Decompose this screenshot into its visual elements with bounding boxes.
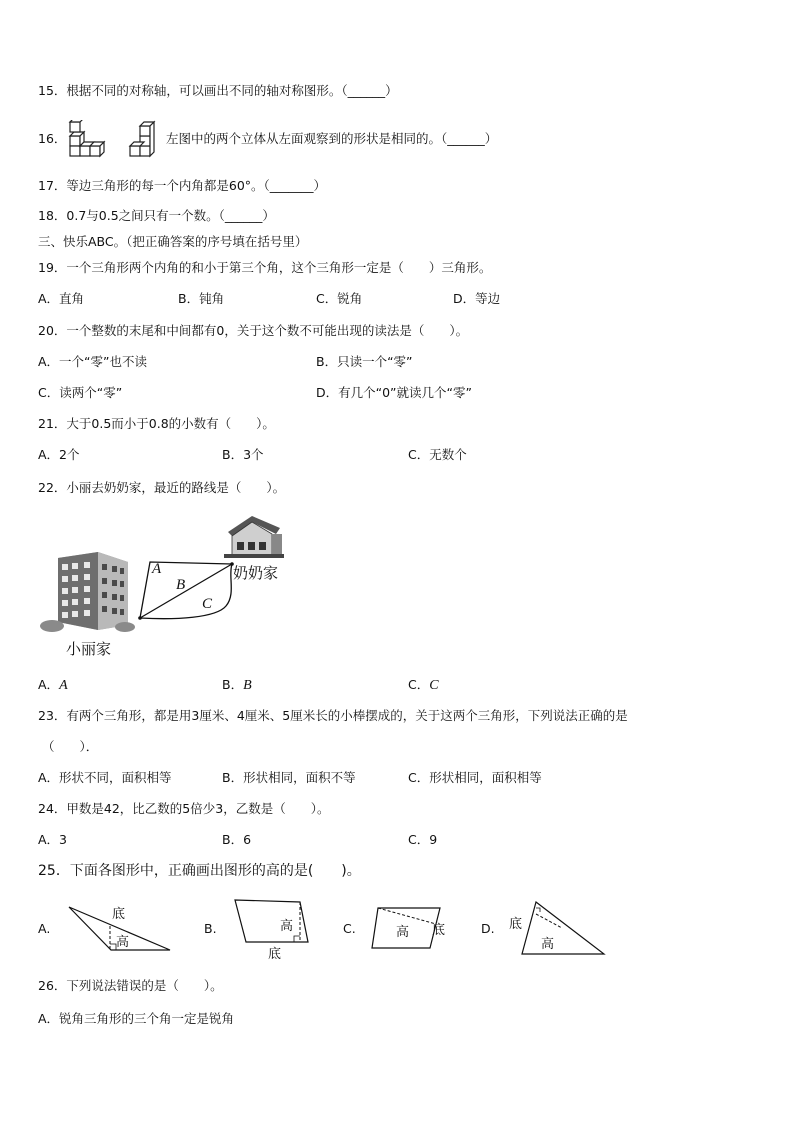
q23-option-b[interactable]: B．形状相同，面积不等 (222, 770, 356, 785)
q25-d-height-label: 高 (541, 937, 555, 952)
q22-option-b[interactable]: B．B (222, 677, 252, 693)
cube-figure-left-icon (68, 120, 110, 158)
q23-option-c[interactable]: C．形状相同，面积相等 (408, 770, 542, 785)
grandma-house-label: 奶奶家 (233, 564, 279, 582)
q25-figure-b (232, 898, 312, 948)
route-a-label: A (152, 561, 162, 577)
question-23: 23．有两个三角形，都是用3厘米、4厘米、5厘米长的小棒摆成的，关于这两个三角形，下列说法正确的是 (38, 708, 628, 723)
q25-a-height-label: 高 (116, 935, 130, 950)
q22-option-c[interactable]: C．C (408, 677, 439, 693)
q21-option-c[interactable]: C．无数个 (408, 447, 467, 462)
question-19: 19．一个三角形两个内角的和小于第三个角，这个三角形一定是（ ）三角形。 (38, 260, 492, 275)
q25-b-height-label: 高 (280, 919, 294, 934)
q25-figure-d (518, 898, 608, 956)
q25-b-base-label: 底 (268, 947, 282, 962)
q22-option-a[interactable]: A．A (38, 677, 68, 693)
q25-option-b[interactable]: B. (204, 921, 217, 936)
question-23-blank: （ ）． (42, 739, 99, 754)
question-17: 17．等边三角形的每一个内角都是60°。（_______） (38, 178, 327, 193)
apartment-building-icon (40, 550, 135, 635)
q19-option-d[interactable]: D．等边 (453, 291, 501, 306)
q25-option-a[interactable]: A. (38, 921, 51, 936)
question-16: 左图中的两个立体从左面观察到的形状是相同的。（______） (166, 131, 498, 146)
q20-option-c[interactable]: C．读两个“零” (38, 385, 123, 400)
question-25: 25．下面各图形中，正确画出图形的高的是( )。 (38, 863, 361, 879)
q25-d-base-label: 底 (509, 917, 523, 932)
q24-option-a[interactable]: A．3 (38, 832, 68, 847)
q25-c-height-label: 高 (396, 925, 410, 940)
section-3-heading: 三、快乐ABC。（把正确答案的序号填在括号里） (38, 234, 308, 249)
question-22: 22．小丽去奶奶家，最近的路线是（ ）。 (38, 480, 286, 495)
question-18: 18．0.7与0.5之间只有一个数。（______） (38, 208, 275, 223)
route-b-label: B (176, 577, 186, 593)
q25-c-base-label: 底 (432, 923, 446, 938)
home-label: 小丽家 (66, 640, 112, 658)
q24-option-c[interactable]: C．9 (408, 832, 438, 847)
cube-figure-right-icon (128, 120, 168, 158)
question-15: 15．根据不同的对称轴，可以画出不同的轴对称图形。（______） (38, 83, 398, 98)
question-21: 21．大于0.5而小于0.8的小数有（ ）。 (38, 416, 275, 431)
q25-option-d[interactable]: D. (481, 921, 495, 936)
q21-option-b[interactable]: B．3个 (222, 447, 264, 462)
q25-option-c[interactable]: C. (343, 921, 356, 936)
q20-option-b[interactable]: B．只读一个“零” (316, 354, 413, 369)
q26-option-a[interactable]: A．锐角三角形的三个角一定是锐角 (38, 1011, 235, 1026)
q19-option-a[interactable]: A．直角 (38, 291, 85, 306)
route-c-label: C (202, 596, 213, 612)
q19-option-c[interactable]: C．锐角 (316, 291, 363, 306)
q20-option-a[interactable]: A．一个“零”也不读 (38, 354, 148, 369)
q23-option-a[interactable]: A．形状不同，面积相等 (38, 770, 172, 785)
question-20: 20．一个整数的末尾和中间都有0，关于这个数不可能出现的读法是（ ）。 (38, 323, 469, 338)
q19-option-b[interactable]: B．钝角 (178, 291, 225, 306)
q20-option-d[interactable]: D．有几个“0”就读几个“零” (316, 385, 472, 400)
q24-option-b[interactable]: B．6 (222, 832, 252, 847)
question-16-number: 16． (38, 131, 67, 146)
question-24: 24．甲数是42，比乙数的5倍少3，乙数是（ ）。 (38, 801, 330, 816)
q21-option-a[interactable]: A．2个 (38, 447, 80, 462)
question-26: 26．下列说法错误的是（ ）。 (38, 978, 223, 993)
q25-a-base-label: 底 (112, 907, 126, 922)
grandma-house-icon (222, 514, 286, 560)
